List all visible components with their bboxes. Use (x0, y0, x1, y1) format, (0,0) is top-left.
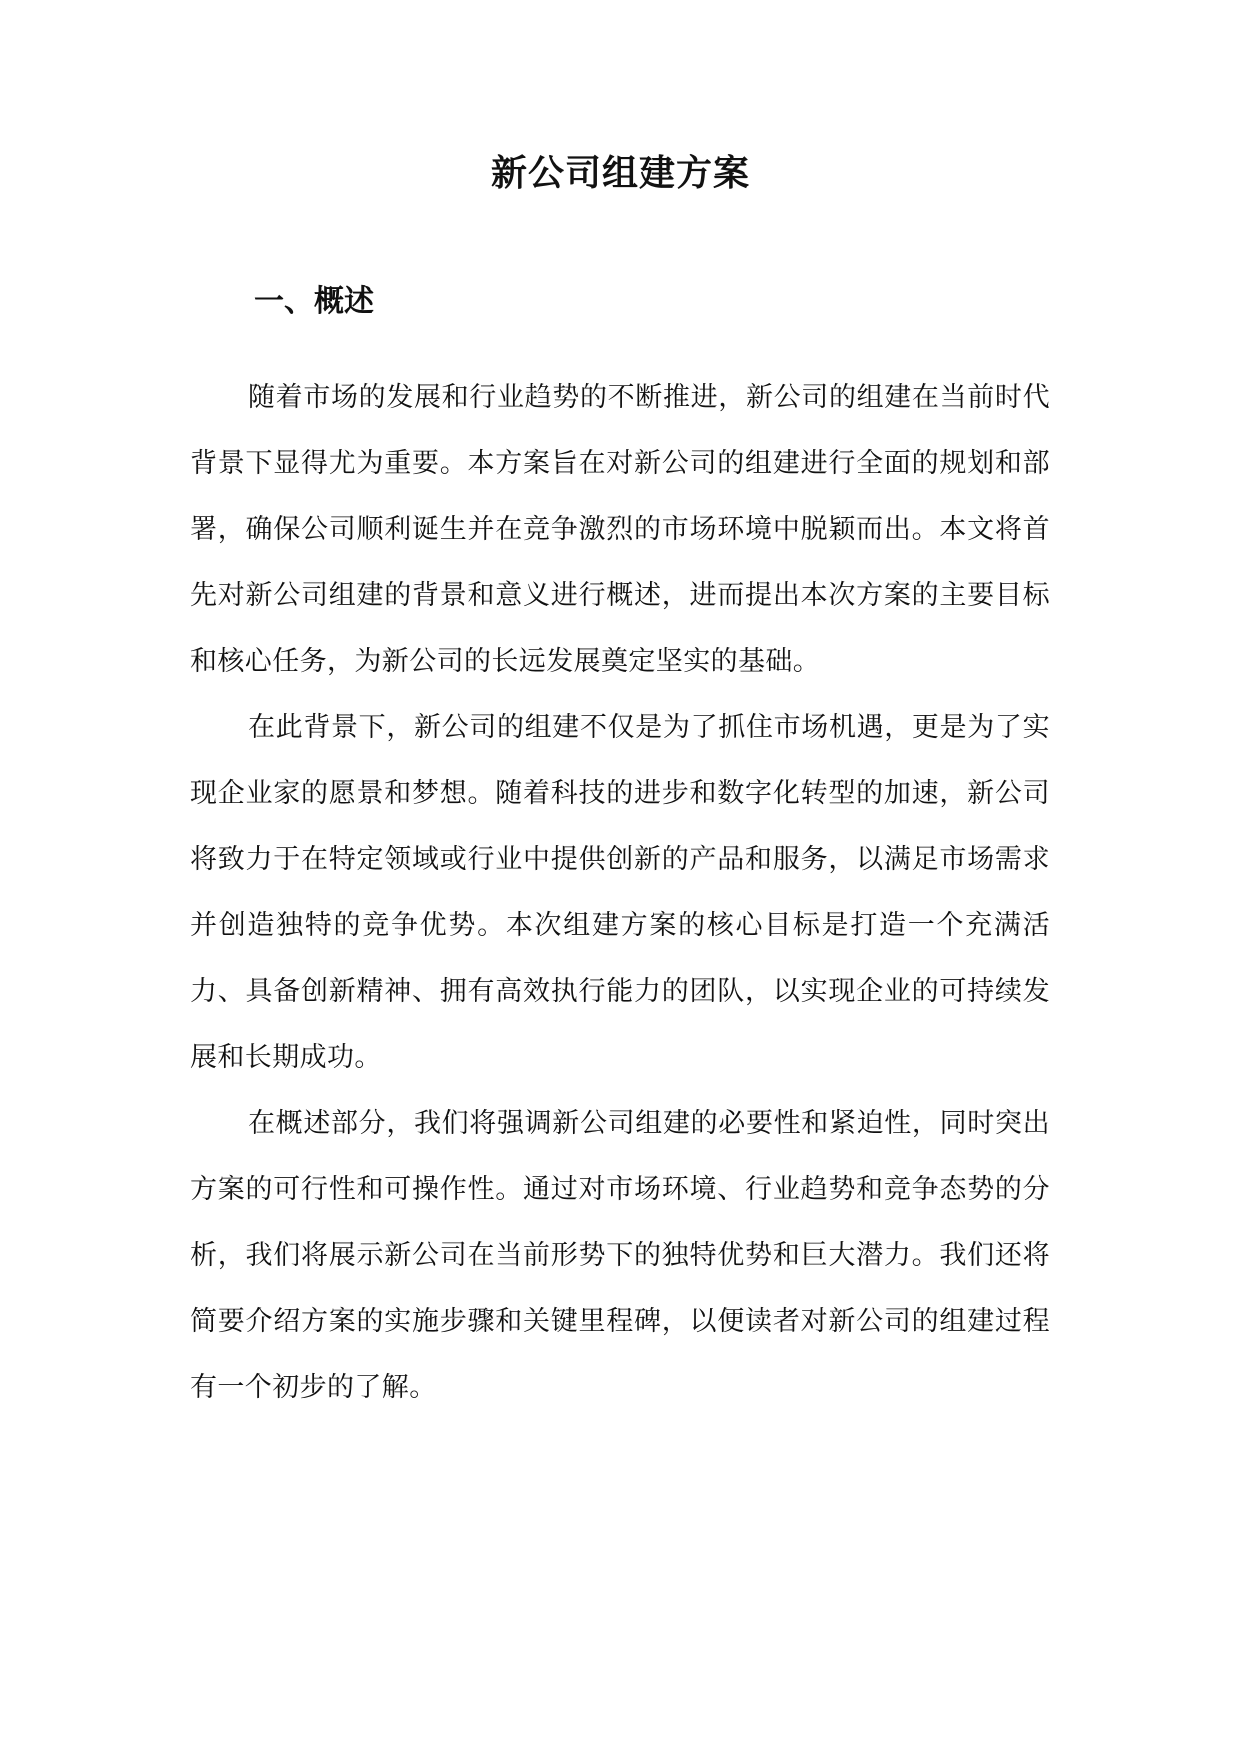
document-body (190, 365, 1050, 1421)
paragraph: 在此背景下，新公司的组建不仅是为了抓住市场机遇，更是为了实现企业家的愿景和梦想。随着科技的进步和数字化转型的加速，新公司将致力于在特定领域或行业中提供创新的产品和服务，以满足市场需求并创造独特的竞争优势。本次组建方案的核心目标是打造一个充满活力、具备创新精神、拥有高效执行能力的团队，以实现企业的可持续发展和长期成功。 (190, 712, 1050, 1073)
document-title: 新公司组建方案 (490, 153, 750, 194)
section-heading-overview: 一、概述 (254, 284, 374, 319)
paragraph: 随着市场的发展和行业趋势的不断推进，新公司的组建在当前时代背景下显得尤为重要。本方案旨在对新公司的组建进行全面的规划和部署，确保公司顺利诞生并在竞争激烈的市场环境中脱颖而出。本文将首先对新公司组建的背景和意义进行概述，进而提出本次方案的主要目标和核心任务，为新公司的长远发展奠定坚实的基础。 (190, 382, 1050, 677)
paragraph: 在概述部分，我们将强调新公司组建的必要性和紧迫性，同时突出方案的可行性和可操作性。通过对市场环境、行业趋势和竞争态势的分析，我们将展示新公司在当前形势下的独特优势和巨大潜力。我们还将简要介绍方案的实施步骤和关键里程碑，以便读者对新公司的组建过程有一个初步的了解。 (190, 1108, 1050, 1403)
